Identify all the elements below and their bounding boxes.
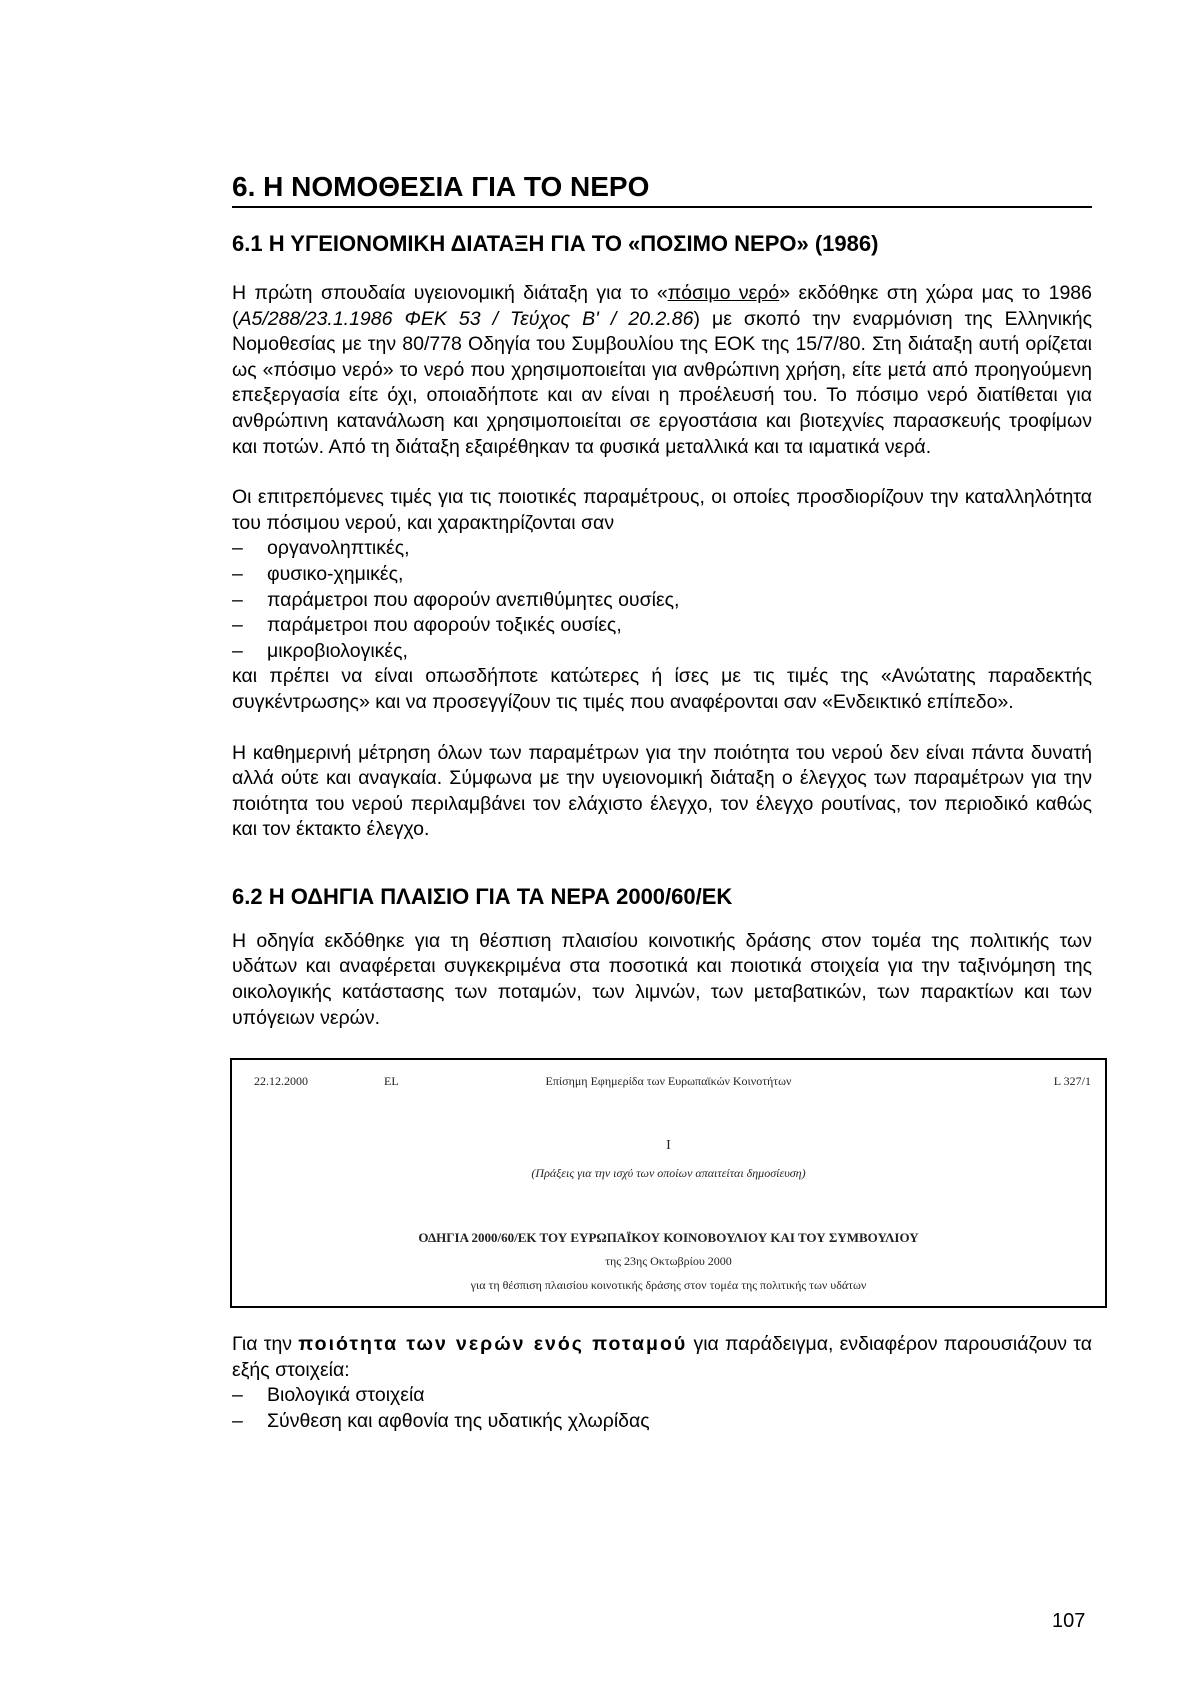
section-6-1-paragraph-2-outro: και πρέπει να είναι οπωσδήποτε κατώτερες ή ίσες με τις τιμές της «Ανώτατης παραδεκτής συγκέντρωσης» και να προσεγγίζουν τις τιμές που αναφέρονται σαν «Ενδεικτικό επίπεδο».	[232, 665, 1092, 713]
section-6-1-paragraph-3: Η καθημερινή μέτρηση όλων των παραμέτρων για την ποιότητα του νερού δεν είναι πάντα δυνατή αλλά ούτε και αναγκαία. Σύμφωνα με την υγειονομική διάταξη ο έλεγχος των παραμέτρων για την ποιότητα του νερού περιλαμβάνει τον ελάχιστο έλεγχο, τον έλεγχο ρουτίνας, τον περιοδικό καθώς και τον έκτακτο έλεγχο.	[232, 741, 1092, 841]
dash-bullet: –	[232, 639, 243, 662]
page-number: 107	[1052, 1610, 1086, 1632]
text-fragment: ) με σκοπό την εναρμόνιση της Ελληνικής Νομοθεσίας με την 80/778 Οδηγία του Συμβουλίου της ΕΟΚ της 15/7/80. Στη διάταξη αυτή ορίζεται ως «πόσιμο νερό» το νερό που χρησιμοποιείται για ανθρώπινη χρήση, είτε μετά από προηγούμενη επεξεργασία είτε όχι, οποιαδήποτε και αν είναι η προέλευσή του. Το πόσιμο νερό διατίθεται για ανθρώπινη κατανάλωση και χρησιμοποιείται σε εργοστάσια και βιοτεχνίες παρασκευής τροφίμων και ποτών. Από τη διάταξη εξαιρέθηκαν τα φυσικά μεταλλικά και τα ιαματικά νερά.	[232, 307, 1092, 458]
official-journal-excerpt-image	[230, 1058, 1107, 1308]
journal-directive-title: ΟΔΗΓΙΑ 2000/60/ΕΚ ΤΟΥ ΕΥΡΩΠΑΪΚΟΥ ΚΟΙΝΟΒΟΥΛΙΟΥ ΚΑΙ ΤΟΥ ΣΥΜΒΟΥΛΙΟΥ	[418, 1230, 919, 1246]
list-item-text: οργανοληπτικές,	[267, 537, 410, 560]
journal-directive-purpose: για τη θέσπιση πλαισίου κοινοτικής δράσης στον τομέα της πολιτικής των υδάτων	[470, 1278, 867, 1293]
list-item-text: Βιολογικά στοιχεία	[267, 1384, 425, 1407]
journal-directive-date: της 23ης Οκτωβρίου 2000	[605, 1254, 732, 1269]
list-item	[232, 1383, 1092, 1409]
list-item-text: μικροβιολογικές,	[267, 639, 408, 662]
section-6-2-paragraph-2	[232, 1332, 1092, 1383]
dash-bullet: –	[232, 614, 243, 637]
list-item-text: παράμετροι που αφορούν τοξικές ουσίες,	[267, 614, 622, 637]
list-item-text: παράμετροι που αφορούν ανεπιθύμητες ουσίες,	[267, 588, 680, 611]
section-6-2-title: 6.2 Η ΟΔΗΓΙΑ ΠΛΑΙΣΙΟ ΓΙΑ ΤΑ ΝΕΡΑ 2000/60/ΕΚ	[232, 883, 733, 909]
list-item	[232, 588, 1092, 614]
parameter-category-list	[232, 536, 1092, 664]
dash-bullet: –	[232, 588, 243, 611]
text-fragment: για παράδειγμα, ενδιαφέρον παρουσιάζουν τα εξής στοιχεία:	[232, 1333, 1092, 1381]
legal-reference: Α5/288/23.1.1986 ΦΕΚ 53 / Τεύχος Β' / 20.2.86	[238, 307, 694, 330]
section-6-1-title: 6.1 Η ΥΓΕΙΟΝΟΜΙΚΗ ΔΙΑΤΑΞΗ ΓΙΑ ΤΟ «ΠΟΣΙΜΟ ΝΕΡΟ» (1986)	[232, 231, 879, 256]
text-fragment: Για την	[232, 1333, 299, 1356]
chapter-title: 6. Η ΝΟΜΟΘΕΣΙΑ ΓΙΑ ΤΟ ΝΕΡΟ	[232, 170, 1092, 208]
potable-water-term: πόσιμο νερό	[667, 282, 780, 304]
list-item	[232, 536, 1092, 562]
section-6-2-paragraph-1: Η οδηγία εκδόθηκε για τη θέσπιση πλαισίου κοινοτικής δράσης στον τομέα της πολιτικής των υδάτων και αναφέρεται συγκεκριμένα στα ποσοτικά και ποιοτικά στοιχεία για την ταξινόμηση της οικολογικής κατάστασης των ποταμών, των λιμνών, των μεταβατικών, των παρακτίων και των υπόγειων νερών.	[232, 929, 1092, 1029]
list-item-text: Σύνθεση και αφθονία της υδατικής χλωρίδας	[267, 1410, 650, 1433]
dash-bullet: –	[232, 562, 243, 585]
journal-language: EL	[384, 1074, 399, 1089]
text-fragment: » εκδόθηκε στη χώρα μας το 1986 (	[232, 282, 1093, 330]
list-item	[232, 562, 1092, 588]
dash-bullet: –	[232, 537, 243, 560]
dash-bullet: –	[232, 1410, 243, 1433]
section-6-1-paragraph-2-intro: Οι επιτρεπόμενες τιμές για τις ποιοτικές παραμέτρους, οι οποίες προσδιορίζουν την καταλληλότητα του πόσιμου νερού, και χαρακτηρίζονται σαν	[232, 486, 1092, 534]
list-item	[232, 613, 1092, 639]
document-page	[232, 170, 1092, 1435]
list-item	[232, 639, 1092, 665]
section-6-1-paragraph-1	[232, 281, 1092, 460]
journal-page-ref: L 327/1	[1053, 1074, 1091, 1089]
journal-part-number: I	[666, 1138, 671, 1154]
journal-header-title: Επίσημη Εφημερίδα των Ευρωπαϊκών Κοινοτήτων	[545, 1074, 792, 1089]
dash-bullet: –	[232, 1384, 243, 1407]
list-item	[232, 1409, 1092, 1435]
journal-acts-note: (Πράξεις για την ισχύ των οποίων απαιτείται δημοσίευση)	[531, 1166, 806, 1181]
river-quality-elements-list	[232, 1383, 1092, 1434]
list-item-text: φυσικο-χημικές,	[267, 562, 404, 585]
text-fragment: Η πρώτη σπουδαία υγειονομική διάταξη για το «	[232, 282, 668, 304]
journal-date: 22.12.2000	[254, 1074, 308, 1089]
emphasized-phrase: ποιότητα των νερών ενός ποταμού	[298, 1333, 688, 1356]
